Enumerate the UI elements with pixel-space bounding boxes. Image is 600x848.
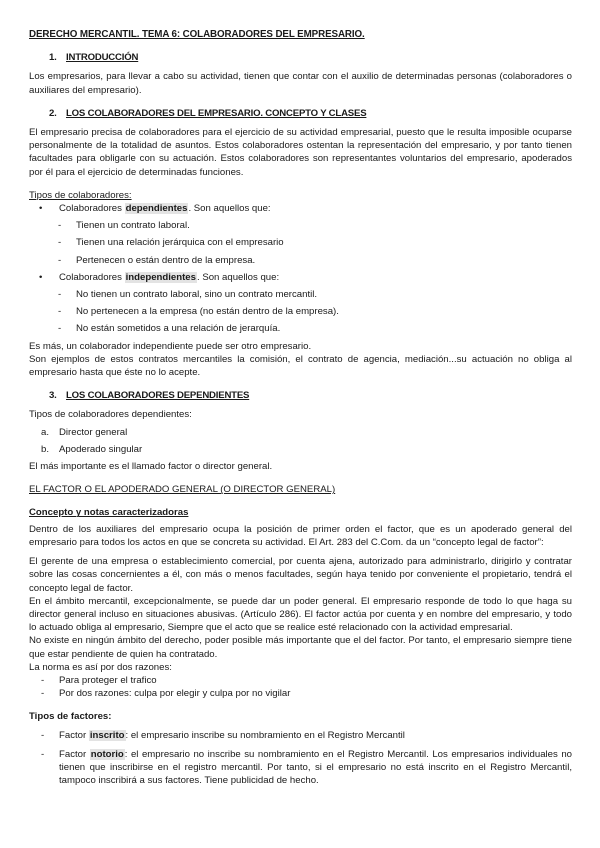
section-3-paragraph-4: El gerente de una empresa o establecimiento comercial, por cuenta ajena, autorizado para administrarlo, dirigirlo y contratar sobre las cosas concernientes a él, con más o menos facultades, según haya tenido por conveniente el propietario, tendrá el concepto legal de factor. (29, 556, 572, 594)
factor-types-heading: Tipos de factores: (29, 711, 112, 723)
reason-2: - Por dos razones: culpa por elegir y culpa por no vigilar (29, 687, 572, 700)
section-3-paragraph-2: El más importante es el llamado factor o director general. (29, 461, 273, 473)
section-3-paragraph-1: Tipos de colaboradores dependientes: (29, 409, 192, 421)
section-3-title: LOS COLABORADORES DEPENDIENTES (66, 390, 250, 402)
term-independientes: independientes (125, 271, 196, 283)
section-3-paragraph-3: Dentro de los auxiliares del empresario ocupa la posición de primer orden el factor, que es un apoderado general del empresario para todos los actos en que se concreta su actividad. El Art. 283 del C.Com. da un “concepto legal de factor”: (29, 523, 572, 548)
section-1-paragraph: Los empresarios, para llevar a cabo su actividad, tienen que contar con el auxilio de determinadas personas (colaboradores o auxiliares del empresario). (29, 71, 572, 96)
section-3-paragraph-7: La norma es así por dos razones: (29, 661, 172, 673)
factor-heading: EL FACTOR O EL APODERADO GENERAL (O DIRECTOR GENERAL) (29, 484, 336, 496)
ind-item-1: - No tienen un contrato laboral, sino un contrato mercantil. (29, 288, 572, 301)
factor-type-inscrito: - Factor inscrito: el empresario inscribe su nombramiento en el Registro Mercantil (29, 729, 572, 742)
bullet-independientes: • Colaboradores independientes. Son aquellos que: (29, 271, 572, 284)
dep-item-1: - Tienen un contrato laboral. (29, 219, 572, 232)
term-notorio: notorio (90, 748, 124, 760)
concept-heading: Concepto y notas caracterizadoras (29, 507, 189, 519)
document-title: DERECHO MERCANTIL. TEMA 6: COLABORADORES DEL EMPRESARIO. (29, 29, 365, 40)
term-inscrito: inscrito (89, 729, 125, 741)
ind-item-3: - No están sometidos a una relación de jerarquía. (29, 322, 572, 335)
section-1-title: INTRODUCCIÓN (66, 52, 139, 64)
section-3-number: 3. (49, 390, 57, 402)
dependent-type-b: b. Apoderado singular (41, 443, 143, 455)
dep-item-2: - Tienen una relación jerárquica con el empresario (29, 236, 572, 249)
reason-1: - Para proteger el trafico (29, 674, 572, 687)
collaborator-types-heading: Tipos de colaboradores: (29, 189, 132, 201)
section-2-number: 2. (49, 107, 57, 119)
section-2-title: LOS COLABORADORES DEL EMPRESARIO. CONCEPTO Y CLASES (66, 107, 367, 119)
dep-item-3: - Pertenecen o están dentro de la empresa. (29, 254, 572, 267)
section-1-number: 1. (49, 52, 57, 64)
section-2-paragraph-1: El empresario precisa de colaboradores para el ejercicio de su actividad empresarial, puesto que le resulta imposible ocuparse personalmente de la totalidad de asuntos. Estos colaboradores ostentan la representación del empresario, y por tanto tienen facultades para obligarle con su actuación. Estos colaboradores son representantes voluntarios del empresario, apoderados por él para el ejercicio de determinadas funciones. (29, 127, 572, 178)
section-3-paragraph-6: No existe en ningún ámbito del derecho, poder posible más importante que el del factor. Por tanto, el empresario siempre tiene que estar pendiente de quien ha contratado. (29, 635, 572, 660)
ind-item-2: - No pertenecen a la empresa (no están dentro de la empresa). (29, 305, 572, 318)
section-3-heading (29, 389, 572, 402)
term-dependientes: dependientes (125, 203, 188, 215)
section-2-paragraph-3: Son ejemplos de estos contratos mercantiles la comisión, el contrato de agencia, mediación...su actuación no obliga al empresario hasta que éste no lo acepte. (29, 353, 572, 379)
dependent-type-a: a. Director general (41, 426, 128, 438)
factor-type-notorio: - Factor notorio: el empresario no inscribe su nombramiento en el Registro Mercantil. Los empresarios individuales no tienen que inscribirse en el registro mercantil. Por tanto, si el empresario no está inscrito en el Registro Mercantil, tampoco inscribirá a sus factores. Tiene publicidad de hecho. (29, 748, 572, 788)
bullet-dependientes: • Colaboradores dependientes. Son aquellos que: (29, 202, 572, 215)
section-2-heading (29, 107, 572, 120)
section-1-heading (29, 51, 572, 64)
document-page (29, 28, 572, 787)
section-3-paragraph-5: En el ámbito mercantil, excepcionalmente, se puede dar un poder general. El empresario responde de todo lo que haga su director general incluso en situaciones abusivas. (Artículo 286). El factor actúa por cuenta y en nombre del empresario, y todo lo actuado obliga al empresario, Siempre que el acto que se realice esté relacionado con la actividad empresarial. (29, 595, 572, 634)
section-2-paragraph-2: Es más, un colaborador independiente puede ser otro empresario. (29, 340, 312, 352)
